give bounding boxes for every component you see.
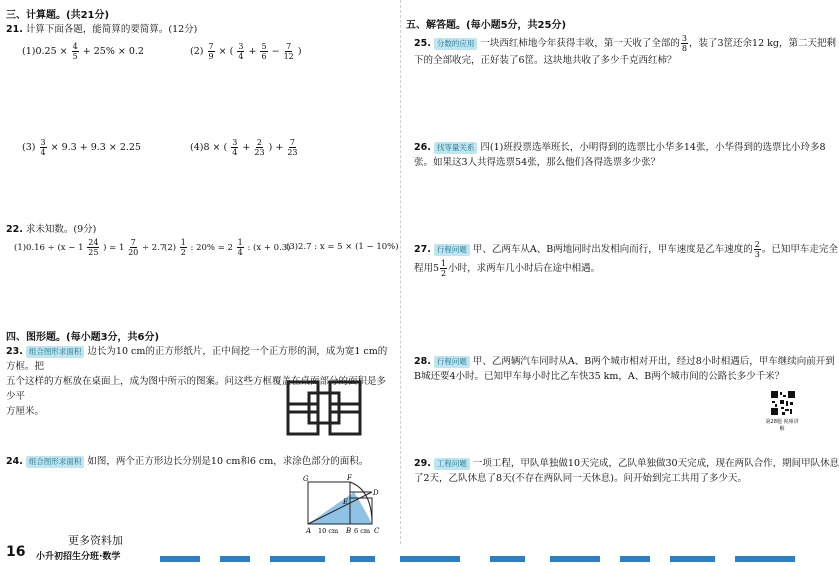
svg-text:G: G [303,475,309,483]
footer-decor-band [160,552,800,564]
svg-text:E: E [343,498,349,506]
topic-tag: 工程问题 [434,458,470,470]
section-3-title: 三、计算题。(共21分) [6,10,110,21]
question-23: 23. 组合图形求面积 边长为10 cm的正方形纸片，正中间挖一个正方形的洞，成为宽1 cm的方框。把 五个这样的方框放在桌面上，成为图中所示的图案。问这些方框覆盖在桌面部分的面积是多少平 方厘米。 [6,346,388,417]
expr-22-3: (3)2.7 : x = 5 × (1 − 10%) [286,242,399,252]
expr-21-1: (1)0.25 × $\frac{4}{5}$ + 25% × 0.2 [22,42,144,61]
expr-21-4: (4)8 × ( $\frac{3}{4}$ + $\frac{2}{23}$ ) + $\frac{7}{23}$ [190,138,298,157]
qr-code-icon[interactable] [770,390,796,416]
svg-text:A: A [306,527,312,535]
two-squares-figure [300,472,390,536]
svg-text:F: F [347,474,352,482]
fraction: $\frac{4}{5}$ [72,42,78,61]
topic-tag: 找等量关系 [434,142,478,154]
question-21 [6,22,197,37]
question-24: 24. 组合图形求面积 如图，两个正方形边长分别是10 cm和6 cm，求涂色部分的面积。 [6,456,369,467]
topic-tag: 行程问题 [434,244,470,256]
question-28: 28. 行程问题 甲、乙两辆汽车同时从A、B两个城市相对开出，经过8小时相遇后，甲车继续向前开到 B城还要4小时。已知甲车每小时比乙车快35 km，A、B两个城市间的公路长多少千米？ [414,356,835,382]
question-27: 27. 行程问题 甲、乙两车从A、B两地同时出发相向而行，甲车速度是乙车速度的 $\frac{2}{3}$ 。已知甲车走完全 程用5 $\frac{1}{2}$ 小时，求两车几小时后在途中相遇。 [414,240,838,278]
section-5-title: 五、解答题。(每小题5分，共25分) [406,20,567,31]
topic-tag: 组合图形求面积 [26,456,85,468]
five-frames-figure [282,378,366,438]
svg-text:C: C [374,527,380,535]
svg-text:6 cm: 6 cm [354,527,371,535]
question-29: 29. 工程问题 一项工程，甲队单独做10天完成，乙队单独做30天完成，现在两队合作，期间甲队休息 了2天，乙队休息了8天(不存在两队同一天休息)。问开始到完工共用了多少天。 [414,458,839,484]
question-25: 25. 分数的应用 一块西红柿地今年获得丰收，第一天收了全部的 $\frac{3}{8}$ ，装了3筐还余12 kg，第二天把剩 下的全部收完，正好装了6筐。这块地共收了多少千克西红柿？ [414,34,837,66]
question-22: 22. 求未知数。(9分) [6,224,97,235]
page-number: 16 [6,544,26,560]
question-number: 21. [6,24,23,35]
topic-tag: 组合图形求面积 [26,346,85,358]
footer-series-title: 小升初招生分班·数学 [36,552,121,562]
expr-21-3: (3) $\frac{3}{4}$ × 9.3 + 9.3 × 2.25 [22,138,141,157]
footer-more-materials: 更多资料加 [68,534,123,547]
svg-text:B: B [346,527,352,535]
question-26: 26. 找等量关系 四(1)班投票选举班长，小明得到的选票比小华多14张，小华得到的选票比小玲多8 张。如果这3人共得选票54张，那么他们各得选票多少张？ [414,142,826,168]
qr-caption: 第28题 视频讲解 [765,419,799,432]
topic-tag: 行程问题 [434,356,470,368]
expr-22-1: (1)0.16 ÷ (x − 1 $\frac{24}{25}$ ) = 1 $\frac{7}{20}$ ÷ 2.7 [14,238,166,257]
section-4-title: 四、图形题。(每小题3分，共6分) [6,332,160,343]
question-text: 计算下面各题，能简算的要简算。(12分) [25,24,198,35]
expr-22-2: (2) $\frac{1}{2}$ : 20% = 2 $\frac{1}{4}$ : (x + 0.3) [164,238,291,257]
topic-tag: 分数的应用 [434,38,478,50]
column-divider [400,0,401,544]
svg-text:10 cm: 10 cm [318,527,339,535]
svg-text:D: D [373,489,379,497]
expr-21-2: (2) $\frac{7}{9}$ × ( $\frac{3}{4}$ + $\frac{5}{6}$ − $\frac{7}{12}$ ) [190,42,302,61]
